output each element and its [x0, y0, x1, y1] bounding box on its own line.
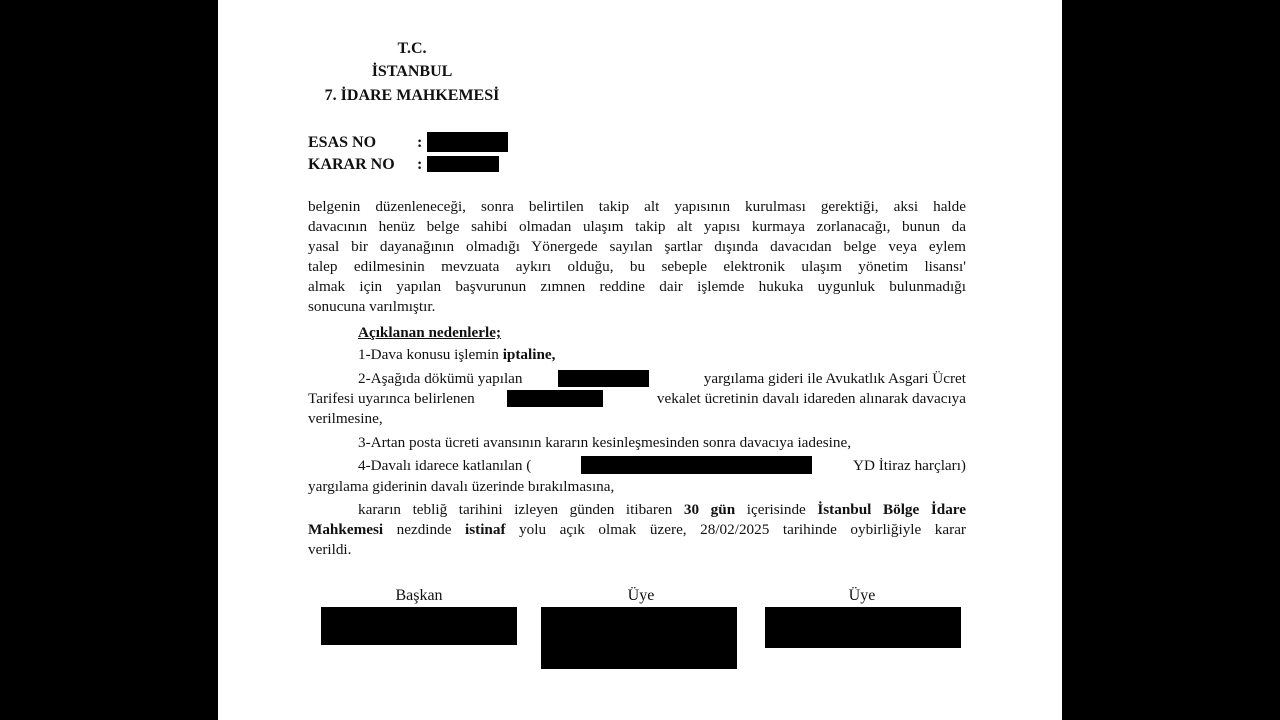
- signature-redaction-baskan: [321, 607, 517, 645]
- reasons-heading-text: Açıklanan nedenlerle;: [358, 324, 502, 341]
- paragraph-line: talep edilmesinin mevzuata aykırı olduğu, bu sebeple elektronik ulaşım yönetim lisansı': [308, 258, 966, 275]
- reasons-heading: [358, 323, 966, 343]
- document-page: [218, 0, 1062, 720]
- item-2-cont: yargılama gideri ile Avukatlık Asgari Ücret: [703, 370, 966, 387]
- final-text: içerisinde: [735, 501, 818, 518]
- signature-title-uye-1: Üye: [627, 587, 655, 604]
- header-tc: T.C.: [397, 40, 427, 57]
- esas-no-label: ESAS NO: [308, 134, 377, 151]
- signature-title-baskan: Başkan: [395, 587, 443, 604]
- item-3: 3-Artan posta ücreti avansının kararın kesinleşmesinden sonra davacıya iadesine,: [358, 434, 852, 451]
- item-1-text: 1-Dava konusu işlemin: [358, 346, 503, 363]
- item-4-cont: YD İtiraz harçları): [853, 457, 966, 474]
- item-2-line2-start: Tarifesi uyarınca belirlenen: [308, 390, 475, 407]
- final-bold-istinaf: istinaf: [465, 521, 506, 538]
- paragraph-line: belgenin düzenleneceği, sonra belirtilen takip alt yapısının kurulması gerektiği, aksi halde: [308, 198, 966, 215]
- esas-no-redaction: [427, 132, 508, 152]
- paragraph-line: almak için yapılan başvurunun zımnen reddine dair işlemde hukuka uygunluk bulunmadığı: [308, 278, 966, 295]
- paragraph-line: sonucuna varılmıştır.: [308, 298, 436, 315]
- karar-no-colon: :: [417, 156, 423, 173]
- item-2-start: 2-Aşağıda dökümü yapılan: [358, 370, 523, 387]
- final-bold-court-end: Mahkemesi: [308, 521, 384, 538]
- paragraph-line: davacının henüz belge sahibi olmadan ulaşım takip alt yapısı kurmaya zorlanacağı, bunun da: [308, 218, 966, 235]
- appeal-fee-redaction: [581, 456, 812, 474]
- item-2-end: verilmesine,: [308, 410, 383, 427]
- cost-redaction: [558, 370, 649, 387]
- final-text: kararın tebliğ tarihini izleyen günden itibaren: [358, 501, 684, 518]
- esas-no-colon: :: [417, 134, 423, 151]
- item-2-line2-cont: vekalet ücretinin davalı idareden alınarak davacıya: [656, 390, 966, 407]
- fee-redaction: [507, 390, 603, 407]
- karar-no-redaction: [427, 156, 499, 172]
- final-text: yolu açık olmak üzere, 28/02/2025 tarihinde oybirliğiyle karar: [505, 521, 966, 538]
- karar-no-label: KARAR NO: [308, 156, 395, 173]
- signature-redaction-uye-2: [765, 607, 961, 648]
- final-line-1: [358, 500, 966, 520]
- signature-title-uye-2: Üye: [848, 587, 876, 604]
- final-bold-days: 30 gün: [683, 501, 736, 518]
- item-1: [358, 345, 966, 365]
- header-court-name: 7. İDARE MAHKEMESİ: [324, 87, 500, 104]
- header-istanbul: İSTANBUL: [371, 63, 453, 80]
- item-4-end: yargılama giderinin davalı üzerinde bırakılmasına,: [308, 478, 615, 495]
- final-bold-court: İstanbul Bölge İdare: [817, 501, 966, 518]
- final-text: nezdinde: [383, 521, 465, 538]
- paragraph-line: yasal bir dayanağının olmadığı Yönergede sayılan şartlar dışında davacıdan belge veya eylem: [308, 238, 966, 255]
- item-4-start: 4-Davalı idarece katlanılan (: [358, 457, 532, 474]
- final-line-2: [308, 520, 966, 540]
- signature-redaction-uye-1: [541, 607, 737, 669]
- item-1-bold: iptaline,: [502, 346, 556, 363]
- final-line-3: verildi.: [308, 541, 352, 558]
